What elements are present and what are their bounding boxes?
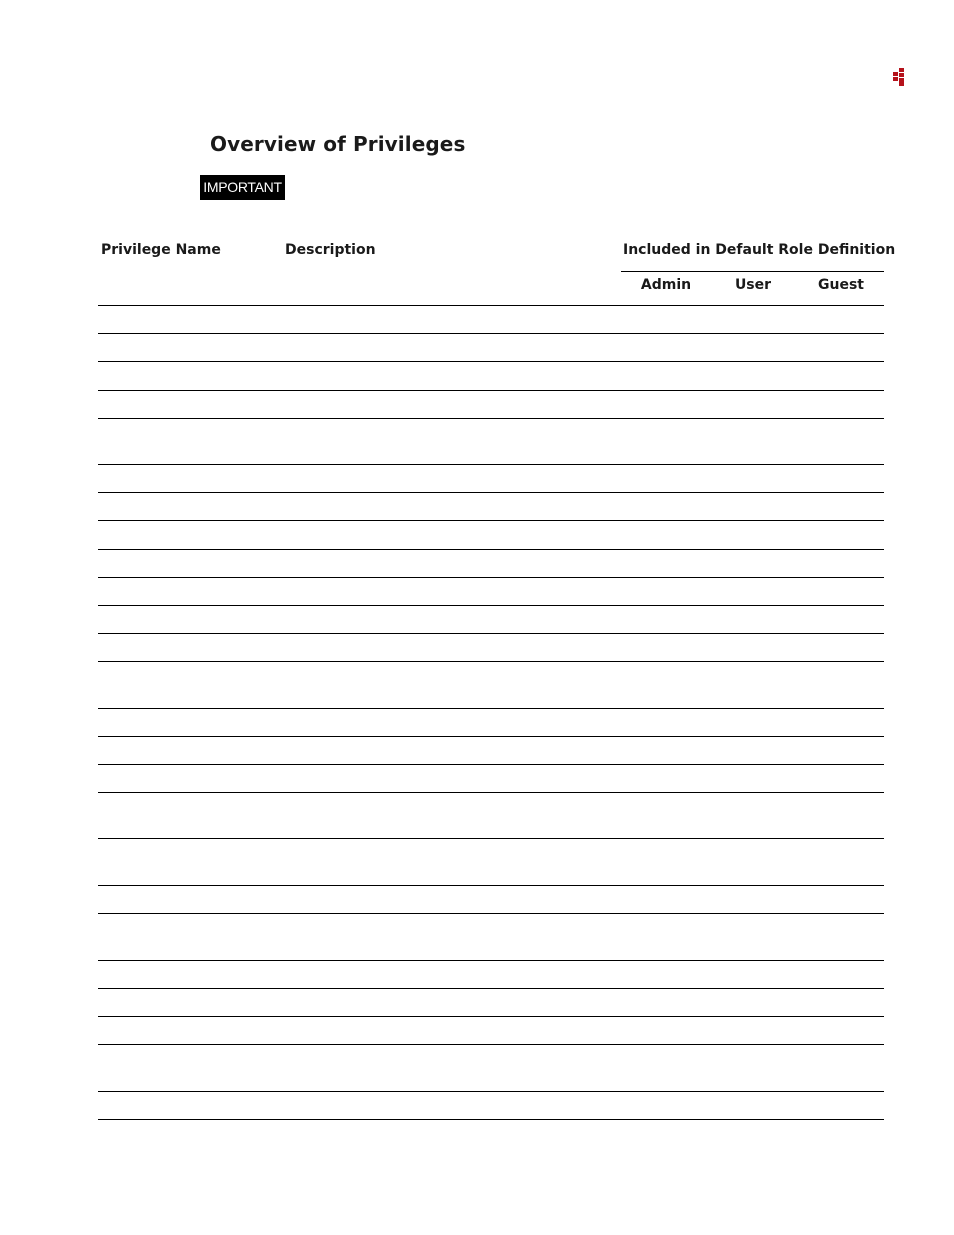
table-row-divider [98,1119,884,1120]
table-row-divider [98,549,884,550]
column-header-default-role-group: Included in Default Role Definition [623,242,896,258]
table-row-divider [98,661,884,662]
important-badge: IMPORTANT [200,175,285,200]
brand-logo-icon [893,68,907,86]
table-row-divider [98,764,884,765]
column-header-admin: Admin [640,277,692,293]
column-header-description: Description [285,242,376,258]
table-row-divider [98,633,884,634]
table-row-divider [98,577,884,578]
table-row-divider [98,361,884,362]
table-row-divider [98,390,884,391]
column-header-privilege-name: Privilege Name [101,242,221,258]
table-row-divider [98,1044,884,1045]
table-row-divider [98,736,884,737]
table-row-divider [98,1091,884,1092]
table-row-divider [98,838,884,839]
column-header-guest: Guest [818,277,864,293]
table-row-divider [98,464,884,465]
table-row-divider [98,1016,884,1017]
table-row-divider [98,418,884,419]
group-header-divider [621,271,884,272]
table-row-divider [98,913,884,914]
table-row-divider [98,520,884,521]
page-title: Overview of Privileges [210,132,466,156]
table-row-divider [98,792,884,793]
table-row-divider [98,885,884,886]
table-row-divider [98,605,884,606]
table-row-divider [98,333,884,334]
table-row-divider [98,708,884,709]
table-row-divider [98,960,884,961]
table-row-divider [98,988,884,989]
column-header-user: User [734,277,772,293]
table-row-divider [98,492,884,493]
table-header-divider [98,305,884,306]
